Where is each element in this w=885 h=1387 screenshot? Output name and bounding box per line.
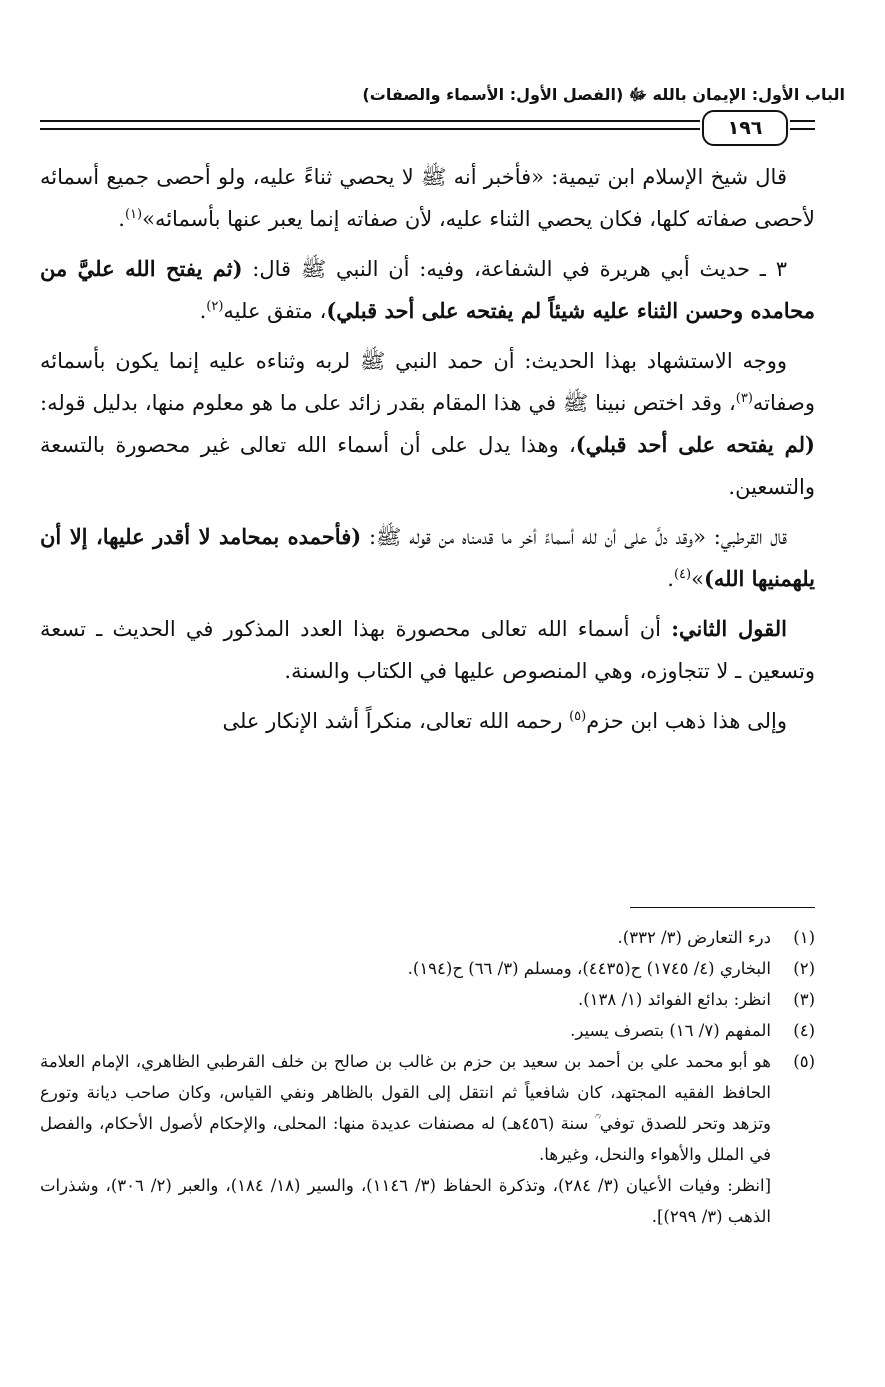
hadith-quote: (فأحمده بمحامد لا أقدر عليها، إلا أن يلهمنيها الله) [40, 524, 815, 591]
main-text [40, 156, 815, 750]
section-label: القول الثاني: [671, 616, 788, 641]
footnote-ref: (٤) [673, 567, 692, 582]
footnote-item [40, 1015, 815, 1046]
running-header: الباب الأول: الإيمان بالله ﷻ (الفصل الأول: الأسماء والصفات) [362, 85, 845, 104]
paragraph-ibn-taymiyya: قال شيخ الإسلام ابن تيمية: «فأخبر أنه ﷺ لا يحصي ثناءً عليه، ولو أحصى جميع أسمائه لأحصى صفاته كلها، فكان يحصي الثناء عليه، لأن صفاته إنما يعبر عنها بأسمائه»$^{(١)}$. [40, 165, 815, 231]
footnote-item [40, 922, 815, 953]
header-rule [790, 128, 815, 130]
paragraph-hadith-shafaa: ٣ ـ حديث أبي هريرة في الشفاعة، وفيه: أن النبي ﷺ قال: (ثم يفتح الله عليَّ من محامده وحسن الثناء عليه شيئاً لم يفتحه على أحد قبلي)، متفق عليه$^{(٢)}$. [40, 256, 815, 323]
hadith-quote: (ثم يفتح الله عليَّ من محامده وحسن الثناء عليه شيئاً لم يفتحه على أحد قبلي) [40, 256, 815, 323]
paragraph-ibn-hazm: وإلى هذا ذهب ابن حزم$^{(٥)}$ رحمه الله تعالى، منكراً أشد الإنكار على [222, 709, 787, 733]
footnote-item [40, 984, 815, 1015]
footnote-number: (٥) [793, 1052, 815, 1071]
footnote-ref: (٣) [735, 391, 753, 406]
footnotes [40, 922, 815, 1232]
footnote-sources: [انظر: وفيات الأعيان (٣/ ٢٨٤)، وتذكرة الحفاظ (٣/ ١١٤٦)، والسير (١٨/ ١٨٤)، والعبر (٢/ ٣٠٦)، وشذرات الذهب (٣/ ٢٩٩)]. [40, 1176, 772, 1226]
header-rule [790, 120, 815, 122]
footnote-number: (١) [793, 928, 815, 947]
footnote-item [40, 953, 815, 984]
header-rule [40, 120, 700, 122]
footnote-ref: (٢) [206, 299, 224, 314]
footnote-text: درء التعارض (٣/ ٣٣٢). [617, 928, 771, 947]
footnote-text: البخاري (٤/ ١٧٤٥) ح(٤٤٣٥)، ومسلم (٣/ ٦٦) ح(١٩٤). [407, 959, 771, 978]
footnote-text: المفهم (٧/ ١٦) بتصرف يسير. [570, 1021, 771, 1040]
footnote-ref: (١) [124, 207, 143, 222]
paragraph-istishhad: ووجه الاستشهاد بهذا الحديث: أن حمد النبي ﷺ لربه وثناءه عليه إنما يكون بأسمائه وصفاته$^{(٣)}$، وقد اختص نبينا ﷺ في هذا المقام بقدر زائد على ما هو معلوم منها، بدليل قوله: (لم يفتحه على أحد قبلي)، وهذا يدل على أن أسماء الله تعالى غير محصورة بالتسعة والتسعين. [40, 349, 815, 499]
footnote-separator [630, 907, 815, 908]
footnote-number: (٢) [793, 959, 815, 978]
footnote-number: (٤) [793, 1021, 815, 1040]
page-number: ١٩٦ [702, 110, 788, 146]
paragraph-second-opinion: القول الثاني: أن أسماء الله تعالى محصورة بهذا العدد المذكور في الحديث ـ تسعة وتسعين ـ لا تتجاوزه، وهي المنصوص عليها في الكتاب والسنة. [40, 616, 815, 683]
footnote-text: هو أبو محمد علي بن أحمد بن سعيد بن حزم بن غالب بن صالح بن خلف القرطبي الظاهري، الإمام العلامة الحافظ الفقيه المجتهد، كان شافعياً ثم انتقل إلى القول بالظاهر ونفي القياس، وكان صاحب ديانة وتورع وتزهد وتحر للصدق توفي ؒ سنة (٤٥٦هـ) له مصنفات عديدة منها: المحلى، والإحكام لأصول الأحكام، والفصل في الملل والأهواء والنحل، وغيرها. [40, 1052, 771, 1164]
footnote-ref: (٥) [569, 709, 587, 724]
footnote-number: (٣) [793, 990, 815, 1009]
hadith-quote: (لم يفتحه على أحد قبلي) [575, 432, 815, 457]
footnote-item [40, 1046, 815, 1170]
paragraph-qurtubi: قال القرطبي: «وقد دلَّ على أن لله أسماءً أخر ما قدمناه من قوله ﷺ: (فأحمده بمحامد لا أقدر عليها، إلا أن يلهمنيها الله)»$^{(٤)}$. [40, 524, 815, 591]
footnote-text: انظر: بدائع الفوائد (١/ ١٣٨). [577, 990, 771, 1009]
header-rule [40, 128, 700, 130]
